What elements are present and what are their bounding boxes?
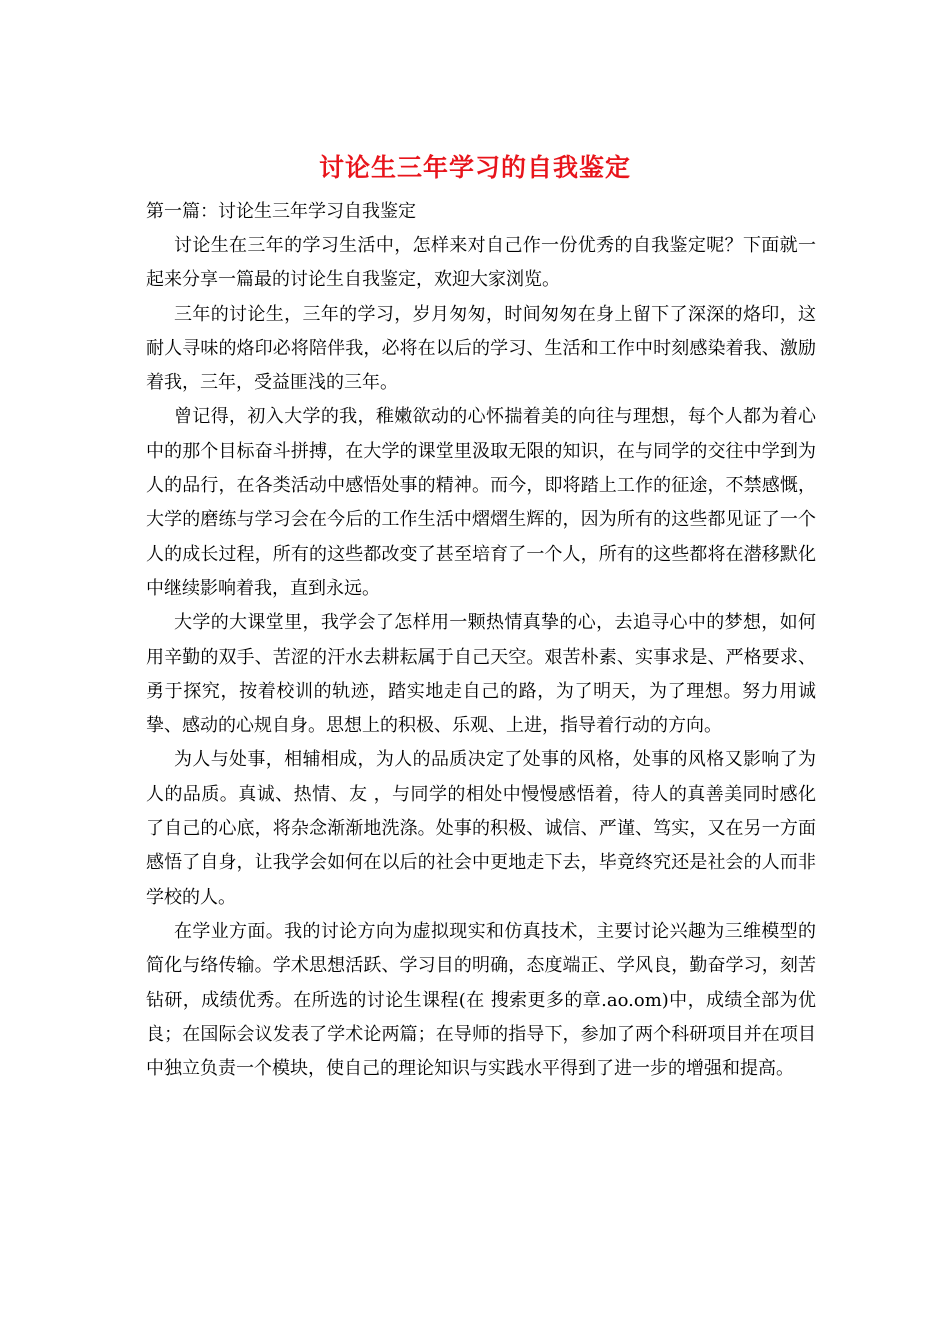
paragraph: 为人与处事，相辅相成，为人的品质决定了处事的风格，处事的风格又影响了为人的品质。真诚、热情、友 ，与同学的相处中慢慢感悟着，待人的真善美同时感化了自己的心底，将杂念渐渐地洗涤。处事的积极、诚信、严谨、笃实，又在另一方面感悟了自身，让我学会如何在以后的社会中更地走下去，毕竟终究还是社会的人而非学校的人。 xyxy=(146,749,816,908)
document-title: 讨论生三年学习的自我鉴定 xyxy=(318,153,631,182)
paragraph: 大学的大课堂里，我学会了怎样用一颗热情真挚的心，去追寻心中的梦想，如何用辛勤的双手、苦涩的汗水去耕耘属于自己天空。艰苦朴素、实事求是、严格要求、勇于探究，按着校训的轨迹，踏实地走自己的路，为了明天，为了理想。努力用诚挚、感动的心规自身。思想上的积极、乐观、上进，指导着行动的方向。 xyxy=(146,612,816,737)
paragraph: 在学业方面。我的讨论方向为虚拟现实和仿真技术，主要讨论兴趣为三维模型的简化与络传输。学术思想活跃、学习目的明确，态度端正、学风良，勤奋学习，刻苦钻研，成绩优秀。在所选的讨论生课程(在 搜索更多的章.ao.om)中，成绩全部为优良；在国际会议发表了学术论两篇；在导师的指导下，参加了两个科研项目并在项目中独立负责一个模块，使自己的理论知识与实践水平得到了进一步的增强和提高。 xyxy=(146,920,816,1080)
paragraph: 曾记得，初入大学的我，稚嫩欲动的心怀揣着美的向往与理想，每个人都为着心中的那个目标奋斗拼搏，在大学的课堂里汲取无限的知识，在与同学的交往中学到为人的品行，在各类活动中感悟处事的精神。而今，即将踏上工作的征途，不禁感慨，大学的磨练与学习会在今后的工作生活中熠熠生辉的，因为所有的这些都见证了一个人的成长过程，所有的这些都改变了甚至培育了一个人，所有的这些都将在潜移默化中继续影响着我，直到永远。 xyxy=(146,406,816,599)
document-body xyxy=(146,229,816,1086)
paragraph: 三年的讨论生，三年的学习，岁月匆匆，时间匆匆在身上留下了深深的烙印，这耐人寻味的烙印必将陪伴我，必将在以后的学习、生活和工作中时刻感染着我、激励着我，三年，受益匪浅的三年。 xyxy=(146,303,816,394)
section-heading: 第一篇：讨论生三年学习自我鉴定 xyxy=(146,201,416,222)
paragraph: 讨论生在三年的学习生活中，怎样来对自己作一份优秀的自我鉴定呢？下面就一起来分享一篇最的讨论生自我鉴定，欢迎大家浏览。 xyxy=(146,235,816,291)
